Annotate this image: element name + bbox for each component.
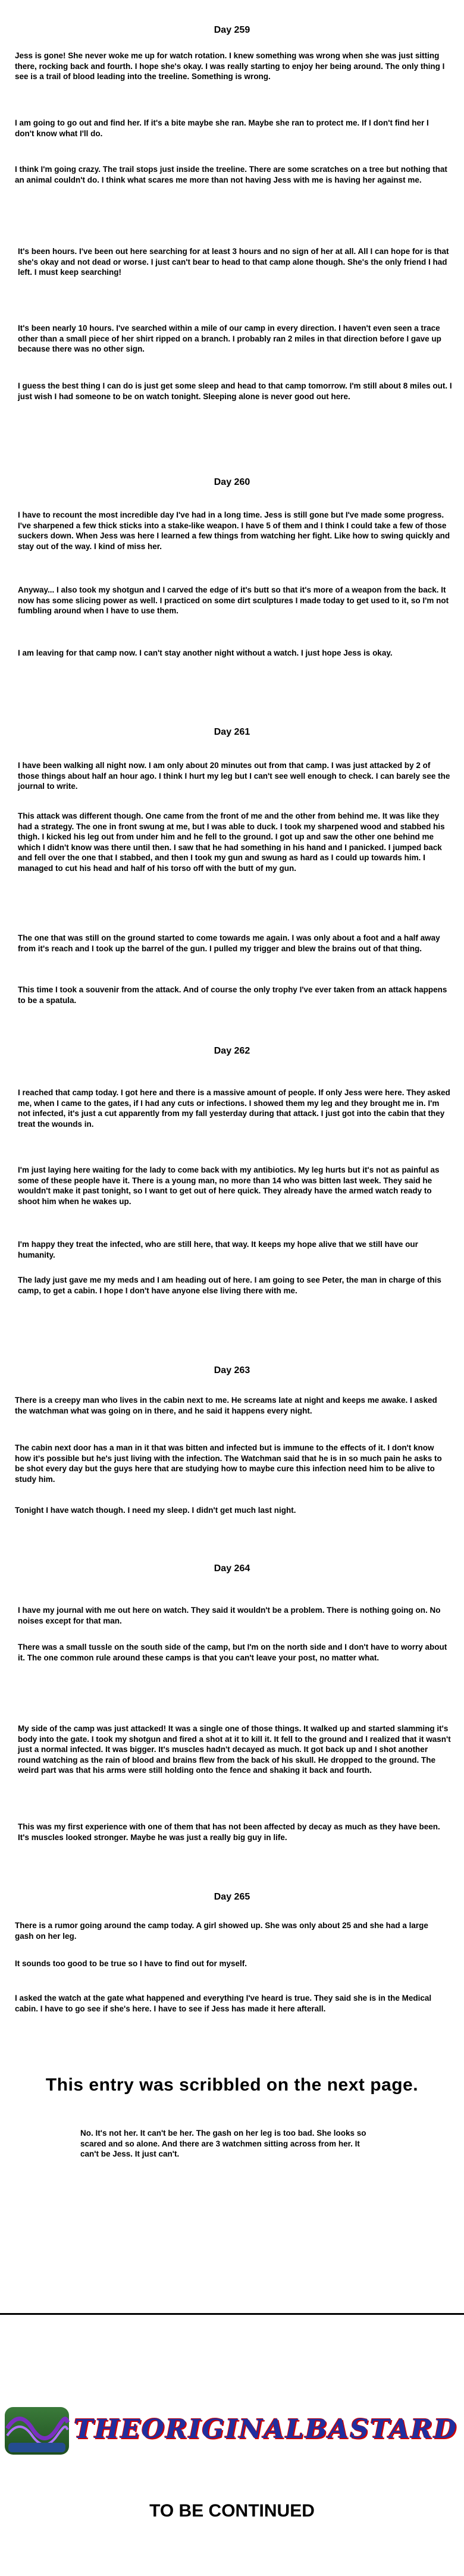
day-heading: Day 261 — [214, 727, 250, 737]
entry-paragraph: I am leaving for that camp now. I can't stay another night without a watch. I just hope Jess is okay. — [18, 648, 393, 657]
entry-paragraph: I think I'm going crazy. The trail stops just inside the treeline. There are some scratches on a tree but nothing that an animal couldn't do. I think what scares me more than not having Jess with me is having her against me. — [15, 165, 447, 184]
entry-paragraph: The lady just gave me my meds and I am heading out of here. I am going to see Peter, the man in charge of this camp, to get a cabin. I hope I don't have anyone else living there with me. — [18, 1276, 441, 1295]
entry-paragraph: It's been hours. I've been out here searching for at least 3 hours and no sign of her at all. All I can hope for is that she's okay and not dead or worse. I just can't bear to head to that camp alone though. She's the only friend I had left. I must keep searching! — [18, 247, 449, 277]
entry-paragraph: There is a rumor going around the camp today. A girl showed up. She was only about 25 and she had a large gash on her leg. — [15, 1921, 428, 1941]
logo-text: THEORIGINALBASTARD — [74, 2414, 458, 2445]
day-heading: Day 259 — [214, 25, 250, 35]
entry-paragraph: The one that was still on the ground started to come towards me again. I was only about a foot and a half away from it's reach and I took up the barrel of the gun. I pulled my trigger and blew the brains out of that thing. — [18, 933, 440, 953]
entry-paragraph: There was a small tussle on the south side of the camp, but I'm on the north side and I don't have to worry about it. The one common rule around these camps is that you can't leave your post, no matter what. — [18, 1643, 447, 1662]
entry-paragraph: I am going to go out and find her. If it's a bite maybe she ran. Maybe she ran to protect me. If I don't find her I don't know what I'll do. — [15, 118, 429, 138]
entry-paragraph: I'm just laying here waiting for the lady to come back with my antibiotics. My leg hurts but it's not as painful as some of these people have it. There is a young man, no more than 14 who was bitten last week. They said he wouldn't make it past tonight, so I want to get out of here quick. They already have the armed watch ready to shoot him when he wakes up. — [18, 1165, 440, 1206]
logo-banner — [4, 2405, 462, 2458]
entry-paragraph: I'm happy they treat the infected, who are still here, that way. It keeps my hope alive that we still have our humanity. — [18, 1240, 418, 1259]
scribbled-text: No. It's not her. It can't be her. The gash on her leg is too bad. She looks so scared and so alone. And there are 3 watchmen sitting across from her. It can't be Jess. It just can't. — [80, 2129, 366, 2158]
entry-paragraph: Jess is gone! She never woke me up for watch rotation. I knew something was wrong when she was just sitting there, rocking back and fourth. I hope she's okay. I was really starting to enjoy her being around. The only thing I see is a trail of blood leading into the treeline. Something is wrong. — [15, 51, 445, 81]
day-heading: Day 263 — [214, 1365, 250, 1375]
entry-paragraph: I have to recount the most incredible day I've had in a long time. Jess is still gone but I've made some progress. I've sharpened a few thick sticks into a stake-like weapon. I have 5 of them and I think I could take a few of those suckers down. When Jess was here I learned a few things from watching her fight. Like how to swing quickly and stay out of the way. I kind of miss her. — [18, 510, 450, 551]
day-heading: Day 260 — [214, 477, 250, 487]
entry-paragraph: I have my journal with me out here on watch. They said it wouldn't be a problem. There is nothing going on. No noises except for that man. — [18, 1606, 441, 1625]
entry-paragraph: Tonight I have watch though. I need my sleep. I didn't get much last night. — [15, 1506, 296, 1515]
entry-paragraph: There is a creepy man who lives in the cabin next to me. He screams late at night and keeps me awake. I asked the watchman what was going on in there, and he said it happens every night. — [15, 1396, 437, 1415]
entry-paragraph: This was my first experience with one of them that has not been affected by decay as much as they have been. It's muscles looked stronger. Maybe he was just a really big guy in life. — [18, 1822, 440, 1842]
scribbled-heading: This entry was scribbled on the next page. — [45, 2075, 419, 2095]
wave-logo-icon — [4, 2405, 70, 2457]
to-be-continued: TO BE CONTINUED — [149, 2501, 315, 2521]
entry-paragraph: I have been walking all night now. I am only about 20 minutes out from that camp. I was just attacked by 2 of those things about half an hour ago. I think I hurt my leg but I can't see well enough to check. I can barely see the journal to write. — [18, 761, 450, 791]
entry-paragraph: I reached that camp today. I got here and there is a massive amount of people. If only Jess were here. They asked me, when I came to the gates, if I had any cuts or infections. I showed them my leg and they brought me in. I'm not infected, it's just a cut apparently from my fall yesterday during that attack. I just got into the cabin that they treat the wounds in. — [18, 1088, 450, 1129]
day-heading: Day 265 — [214, 1892, 250, 1902]
entry-paragraph: I asked the watch at the gate what happened and everything I've heard is true. They said she is in the Medical cabin. I have to go see if she's here. I have to see if Jess has made it here afterall. — [15, 1994, 432, 2013]
day-heading: Day 262 — [214, 1046, 250, 1056]
divider — [0, 2313, 464, 2315]
entry-paragraph: The cabin next door has a man in it that was bitten and infected but is immune to the effects of it. I don't know how it's possible but he's just living with the infection. The Watchman said that he is in so much pain he asks to be shot every day but the guys here that are studying how to maybe cure this infection need him to be alive to study him. — [15, 1443, 442, 1484]
entry-paragraph: This attack was different though. One came from the front of me and the other from behind me. It was like they had a strategy. The one in front swung at me, but I was able to duck. I took my sharpened wood and stabbed his thigh. I kicked his leg out from under him and he fell to the ground. I got up and saw the other one behind me which I didn't know was there until then. I saw that he had something in his hand and I panicked. I jumped back and fell over the one that I stabbed, and then I took my gun and swung as hard as I could up towards him. I managed to cut his head and half of his torso off with the butt of my gun. — [18, 811, 445, 873]
entry-paragraph: I guess the best thing I can do is just get some sleep and head to that camp tomorrow. I'm still about 8 miles out. I just wish I had someone to be on watch tonight. Sleeping alone is never good out here. — [18, 381, 452, 401]
entry-paragraph: It's been nearly 10 hours. I've searched within a mile of our camp in every direction. I haven't even seen a trace other than a small piece of her shirt ripped on a branch. I probably ran 2 miles in that direction before I gave up because there was no other sign. — [18, 324, 441, 353]
entry-paragraph: This time I took a souvenir from the attack. And of course the only trophy I've ever taken from an attack happens to be a spatula. — [18, 985, 447, 1005]
entry-paragraph: Anyway... I also took my shotgun and I carved the edge of it's butt so that it's more of a weapon from the back. It now has some slicing power as well. I practiced on some dirt sculptures I made today to get used to it, so I'm not fumbling around when I have to use them. — [18, 585, 449, 615]
entry-paragraph: My side of the camp was just attacked! It was a single one of those things. It walked up and started slamming it's body into the gate. I took my shotgun and fired a shot at it to kill it. It fell to the ground and I realized that it wasn't just a normal infected. It was bigger. It's muscles hadn't decayed as much. It got back up and I shot another round watching as the rain of blood and brains flew from the back of his skull. He dropped to the ground. The weird part was that his arms were still holding onto the fence and shaking it back and fourth. — [18, 1724, 451, 1775]
entry-paragraph: It sounds too good to be true so I have to find out for myself. — [15, 1959, 247, 1968]
day-heading: Day 264 — [214, 1563, 250, 1574]
